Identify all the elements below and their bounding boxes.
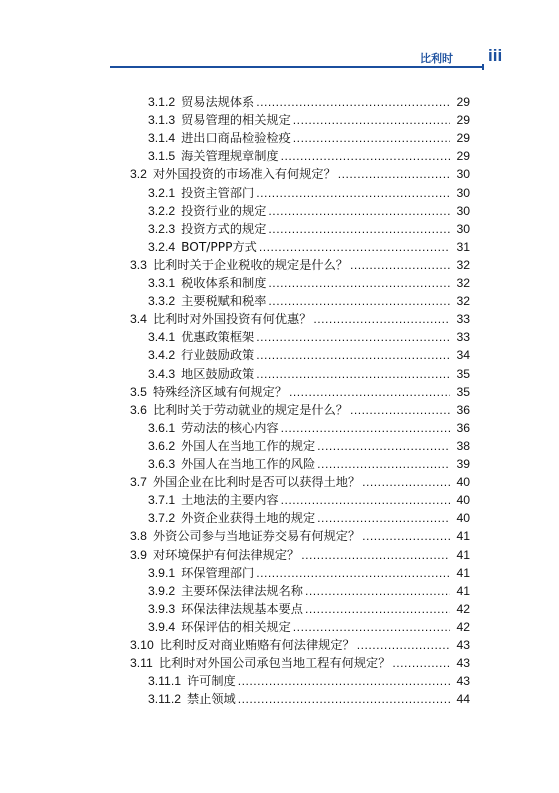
- toc-entry-title: 地区鼓励政策: [181, 366, 255, 381]
- toc-leader-dots: [338, 166, 450, 183]
- toc-entry-page: 40: [456, 511, 470, 526]
- toc-entry-page: 39: [456, 457, 470, 471]
- toc-entry-page: 32: [456, 276, 470, 290]
- toc-entry[interactable]: [148, 347, 470, 364]
- toc-leader-dots: [357, 637, 450, 654]
- toc-entry-number: 3.9.3: [148, 601, 176, 616]
- toc-entry-number: 3.1.4: [148, 131, 176, 146]
- toc-entry-page: 36: [456, 420, 470, 435]
- toc-entry-title: 主要环保法律法规名称: [181, 583, 303, 598]
- toc-leader-dots: [281, 148, 450, 165]
- toc-entry-page: 40: [456, 493, 470, 508]
- toc-entry[interactable]: [148, 420, 470, 437]
- toc-leader-dots: [281, 492, 450, 509]
- toc-entry-page: 30: [456, 167, 470, 182]
- toc-entry-title: 外国企业在比利时是否可以获得土地？: [152, 475, 361, 490]
- toc-entry[interactable]: [130, 547, 470, 564]
- toc-entry-number: 3.4.1: [148, 330, 176, 345]
- toc-entry-title: 优惠政策框架: [181, 330, 255, 345]
- toc-entry[interactable]: [148, 583, 470, 600]
- toc-leader-dots: [392, 655, 450, 672]
- toc-leader-dots: [301, 547, 450, 564]
- toc-entry[interactable]: [148, 366, 470, 383]
- toc-entry[interactable]: [148, 565, 470, 582]
- toc-entry-title: 贸易法规体系: [181, 95, 255, 109]
- toc-leader-dots: [268, 203, 450, 220]
- toc-entry-number: 3.11.1: [148, 674, 181, 689]
- toc-entry[interactable]: [130, 311, 470, 328]
- toc-entry-page: 43: [456, 656, 470, 671]
- toc-entry-title: 比利时关于企业税收的规定是什么？: [152, 257, 348, 272]
- toc-entry-title: 进出口商品检验检疫: [181, 131, 291, 146]
- toc-entry-page: 44: [456, 692, 470, 707]
- toc-entry-page: 36: [456, 402, 470, 417]
- toc-entry-number: 3.6.3: [148, 457, 176, 471]
- toc-entry[interactable]: [148, 293, 470, 310]
- toc-entry-page: 34: [456, 348, 470, 363]
- toc-leader-dots: [256, 565, 450, 582]
- toc-entry-number: 3.2: [130, 167, 147, 182]
- toc-entry-title: 税收体系和制度: [181, 276, 267, 290]
- toc-entry-page: 43: [456, 674, 470, 689]
- toc-entry-title: 海关管理规章制度: [181, 149, 279, 164]
- toc-leader-dots: [268, 293, 450, 310]
- toc-entry-number: 3.9.4: [148, 619, 176, 634]
- toc-entry-number: 3.3: [130, 257, 147, 272]
- toc-leader-dots: [317, 438, 450, 455]
- toc-entry-number: 3.7.1: [148, 493, 176, 508]
- toc-entry-title: 投资方式的规定: [181, 221, 267, 236]
- toc-leader-dots: [238, 673, 450, 690]
- toc-leader-dots: [259, 239, 450, 256]
- toc-entry-title: 劳动法的核心内容: [181, 420, 279, 435]
- toc-entry-title: 比利时反对商业贿赂有何法律规定？: [159, 638, 355, 652]
- toc-entry[interactable]: [130, 257, 470, 274]
- toc-entry-title: 行业鼓励政策: [181, 348, 255, 363]
- toc-entry-page: 42: [456, 601, 470, 616]
- toc-entry[interactable]: [148, 601, 470, 618]
- toc-entry[interactable]: [148, 456, 470, 473]
- toc-entry-number: 3.4.2: [148, 348, 176, 363]
- toc-entry-number: 3.1.5: [148, 149, 176, 164]
- toc-leader-dots: [362, 474, 450, 491]
- toc-entry-title: 外资公司参与当地证券交易有何规定？: [152, 529, 361, 544]
- toc-leader-dots: [350, 257, 450, 274]
- toc-entry-page: 33: [456, 312, 470, 327]
- toc-entry-page: 32: [456, 294, 470, 309]
- toc-entry[interactable]: [148, 438, 470, 455]
- toc-entry[interactable]: [148, 619, 470, 636]
- toc-entry-number: 3.1.3: [148, 113, 176, 128]
- toc-entry-number: 3.6: [130, 402, 147, 417]
- toc-entry-title: 外国人在当地工作的风险: [181, 457, 316, 471]
- toc-entry-number: 3.3.2: [148, 294, 176, 309]
- toc-entry[interactable]: [148, 673, 470, 690]
- toc-leader-dots: [268, 221, 450, 238]
- toc-entry-title: 土地法的主要内容: [181, 493, 279, 508]
- toc-entry-number: 3.2.4: [148, 239, 176, 254]
- toc-entry[interactable]: [130, 528, 470, 545]
- toc-leader-dots: [256, 366, 450, 383]
- toc-entry-page: 30: [456, 185, 470, 200]
- toc-entry-page: 41: [456, 547, 470, 562]
- toc-entry[interactable]: [148, 329, 470, 346]
- toc-entry-number: 3.2.1: [148, 185, 176, 200]
- toc-entry-number: 3.3.1: [148, 276, 176, 290]
- toc-entry-title: 环保法律法规基本要点: [181, 601, 303, 616]
- toc-entry[interactable]: [148, 94, 470, 111]
- toc-entry-page: 43: [456, 638, 470, 652]
- toc-entry[interactable]: [148, 275, 470, 292]
- toc-leader-dots: [362, 528, 450, 545]
- toc-leader-dots: [256, 94, 450, 111]
- toc-leader-dots: [256, 347, 450, 364]
- toc-leader-dots: [293, 619, 450, 636]
- toc-entry-title: 比利时关于劳动就业的规定是什么？: [152, 402, 348, 417]
- toc-leader-dots: [256, 329, 450, 346]
- toc-entry-number: 3.10: [130, 638, 154, 652]
- toc-leader-dots: [350, 402, 450, 419]
- toc-entry-page: 29: [456, 113, 470, 128]
- toc-entry-page: 31: [456, 239, 470, 254]
- toc-entry-number: 3.7.2: [148, 511, 176, 526]
- toc-entry-page: 33: [456, 330, 470, 345]
- toc-entry-title: 环保评估的相关规定: [181, 619, 291, 634]
- toc-entry[interactable]: [130, 655, 470, 672]
- toc-entry-title: 禁止领域: [186, 692, 236, 707]
- toc-entry-number: 3.6.1: [148, 420, 176, 435]
- toc-entry[interactable]: [148, 185, 470, 202]
- toc-entry-number: 3.5: [130, 384, 147, 399]
- toc-entry-number: 3.4.3: [148, 366, 176, 381]
- toc-entry-number: 3.6.2: [148, 438, 176, 453]
- toc-entry-page: 41: [456, 529, 470, 544]
- toc-entry-number: 3.4: [130, 312, 147, 327]
- toc-entry[interactable]: [148, 148, 470, 165]
- toc-entry-page: 38: [456, 438, 470, 453]
- toc-entry-number: 3.11.2: [148, 692, 181, 707]
- header-rule-tick: [482, 64, 484, 70]
- toc-entry-title: 比利时对外国公司承包当地工程有何规定？: [158, 656, 391, 671]
- toc-leader-dots: [293, 130, 450, 147]
- toc-entry[interactable]: [130, 384, 470, 401]
- toc-entry[interactable]: [148, 203, 470, 220]
- toc-entry-page: 30: [456, 221, 470, 236]
- toc-entry-title: 许可制度: [186, 674, 236, 689]
- toc-entry-page: 41: [456, 565, 470, 580]
- toc-entry-title: 对环境保护有何法律规定？: [152, 547, 300, 562]
- toc-entry-page: 29: [456, 149, 470, 164]
- toc-entry[interactable]: [130, 637, 470, 654]
- toc-entry-title: 贸易管理的相关规定: [181, 113, 291, 128]
- toc-entry-title: 对外国投资的市场准入有何规定？: [152, 167, 336, 182]
- toc-entry[interactable]: [148, 510, 470, 527]
- toc-leader-dots: [293, 112, 450, 129]
- toc-leader-dots: [289, 384, 450, 401]
- toc-entry-number: 3.9.2: [148, 583, 176, 598]
- toc-entry-title: 特殊经济区域有何规定？: [152, 384, 288, 399]
- toc-entry-number: 3.7: [130, 475, 147, 490]
- toc-entry[interactable]: [130, 402, 470, 419]
- toc-entry[interactable]: [130, 474, 470, 491]
- toc-leader-dots: [256, 185, 450, 202]
- toc-entry-page: 30: [456, 203, 470, 218]
- toc-entry-number: 3.9.1: [148, 565, 176, 580]
- toc-entry-number: 3.2.2: [148, 203, 176, 218]
- toc-leader-dots: [317, 510, 450, 527]
- toc-leader-dots: [305, 601, 450, 618]
- toc-entry[interactable]: [148, 130, 470, 147]
- toc-entry-page: 32: [456, 257, 470, 272]
- toc-entry-page: 29: [456, 131, 470, 146]
- toc-entry-page: 35: [456, 384, 470, 399]
- toc-entry-page: 41: [456, 583, 470, 598]
- toc-leader-dots: [313, 311, 450, 328]
- toc-entry-title: 投资行业的规定: [181, 203, 267, 218]
- toc-entry[interactable]: [148, 239, 470, 256]
- toc-leader-dots: [305, 583, 450, 600]
- toc-entry[interactable]: [130, 166, 470, 183]
- running-header-title: 比利时: [420, 52, 453, 65]
- page-number: iii: [488, 46, 503, 65]
- toc-entry-number: 3.11: [130, 656, 153, 671]
- toc-entry-page: 29: [456, 95, 470, 109]
- toc-entry-number: 3.8: [130, 529, 147, 544]
- toc-entry[interactable]: [148, 112, 470, 129]
- toc-entry-title: 比利时对外国投资有何优惠？: [152, 312, 312, 327]
- toc-entry-title: 投资主管部门: [181, 185, 255, 200]
- toc-entry-title: 外资企业获得土地的规定: [181, 511, 316, 526]
- toc-leader-dots: [268, 275, 450, 292]
- toc-entry-page: 35: [456, 366, 470, 381]
- toc-entry-number: 3.9: [130, 547, 147, 562]
- toc-entry[interactable]: [148, 221, 470, 238]
- toc-entry-page: 42: [456, 619, 470, 634]
- toc-entry-number: 3.1.2: [148, 95, 176, 109]
- toc-entry-page: 40: [456, 475, 470, 490]
- toc-leader-dots: [317, 456, 450, 473]
- header-rule: [110, 66, 482, 68]
- toc-entry-title: 外国人在当地工作的规定: [181, 438, 316, 453]
- toc-entry[interactable]: [148, 492, 470, 509]
- toc-leader-dots: [281, 420, 450, 437]
- toc-entry-title: 环保管理部门: [181, 565, 255, 580]
- toc-leader-dots: [238, 691, 450, 708]
- toc-entry-title: 主要税赋和税率: [181, 294, 267, 309]
- toc-entry-number: 3.2.3: [148, 221, 176, 236]
- toc-entry[interactable]: [148, 691, 470, 708]
- toc-entry-title: BOT/PPP方式: [181, 239, 257, 254]
